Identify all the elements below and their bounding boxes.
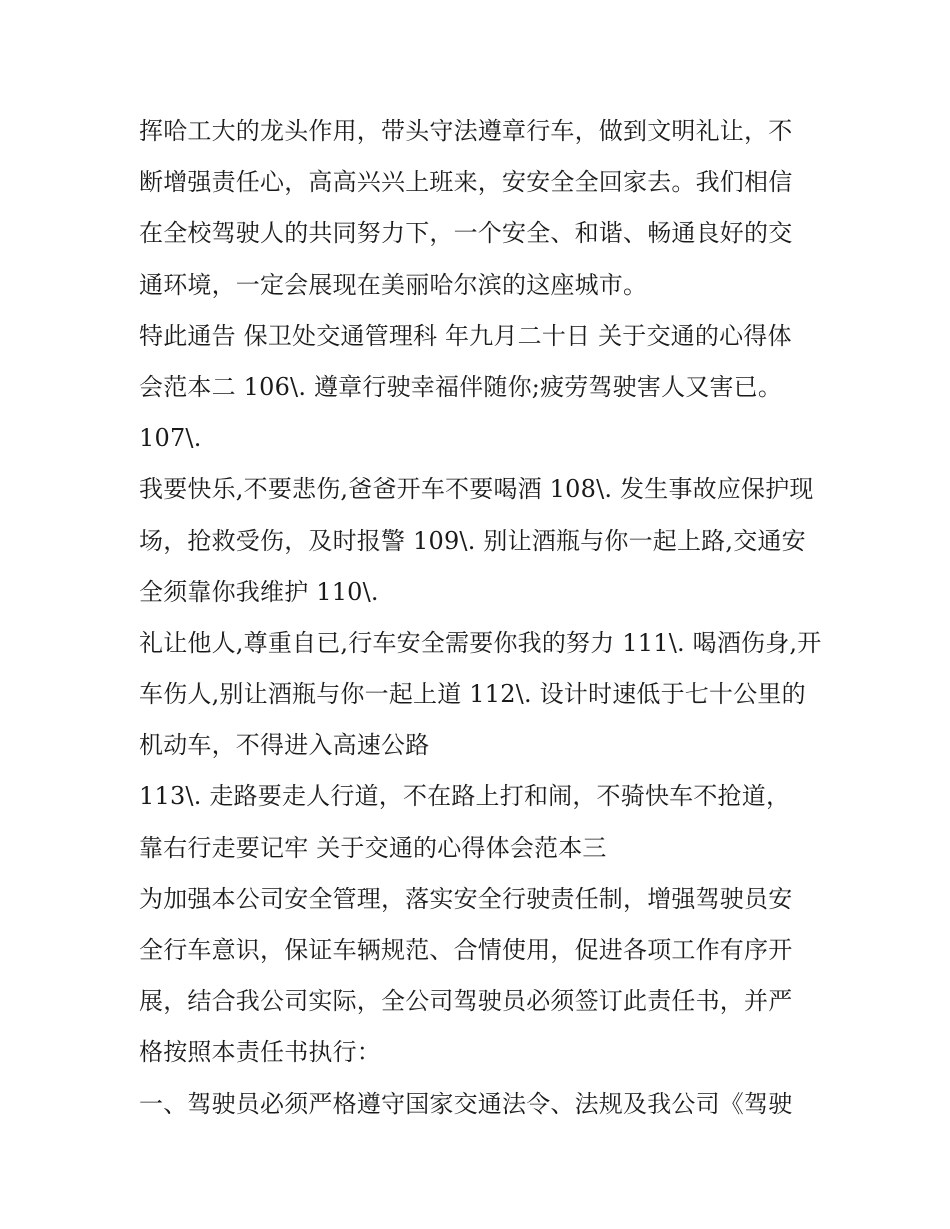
text-line: 展，结合我公司实际，全公司驾驶员必须签订此责任书，并严: [139, 987, 793, 1016]
text-line: 断增强责任心，高高兴兴上班来，安安全全回家去。我们相信: [139, 168, 793, 197]
text-line: 格按照本责任书执行：: [139, 1038, 381, 1067]
text-line: 为加强本公司安全管理，落实安全行驶责任制，增强驾驶员安: [139, 884, 793, 913]
text-line: 全须靠你我维护 110\.: [139, 577, 379, 606]
document-body: [139, 106, 822, 1130]
text-line: 机动车，不得进入高速公路: [139, 731, 430, 760]
text-line: 在全校驾驶人的共同努力下，一个安全、和谐、畅通良好的交: [139, 219, 793, 248]
text-line: 车伤人,别让酒瓶与你一起上道 112\. 设计时速低于七十公里的: [139, 680, 806, 709]
text-line: 我要快乐,不要悲伤,爸爸开车不要喝酒 108\. 发生事故应保护现: [139, 475, 814, 504]
text-line: 通环境，一定会展现在美丽哈尔滨的这座城市。: [139, 270, 648, 299]
text-line: 靠右行走要记牢 关于交通的心得体会范本三: [139, 833, 607, 862]
text-line: 107\.: [139, 424, 202, 453]
text-line: 特此通告 保卫处交通管理科 年九月二十日 关于交通的心得体: [139, 321, 792, 350]
text-line: 场，抢救受伤，及时报警 109\. 别让酒瓶与你一起上路,交通安: [139, 526, 806, 555]
text-line: 一、驾驶员必须严格遵守国家交通法令、法规及我公司《驾驶: [139, 1089, 793, 1118]
text-line: 会范本二 106\. 遵章行驶幸福伴随你;疲劳驾驶害人又害已。: [139, 372, 783, 401]
text-line: 挥哈工大的龙头作用，带头守法遵章行车，做到文明礼让，不: [139, 117, 793, 145]
text-line: 113\. 走路要走人行道，不在路上打和闹，不骑快车不抢道，: [139, 782, 791, 811]
text-line: 礼让他人,尊重自已,行车安全需要你我的努力 111\. 喝酒伤身,开: [139, 628, 822, 657]
text-line: 全行车意识，保证车辆规范、合情使用，促进各项工作有序开: [139, 936, 793, 964]
